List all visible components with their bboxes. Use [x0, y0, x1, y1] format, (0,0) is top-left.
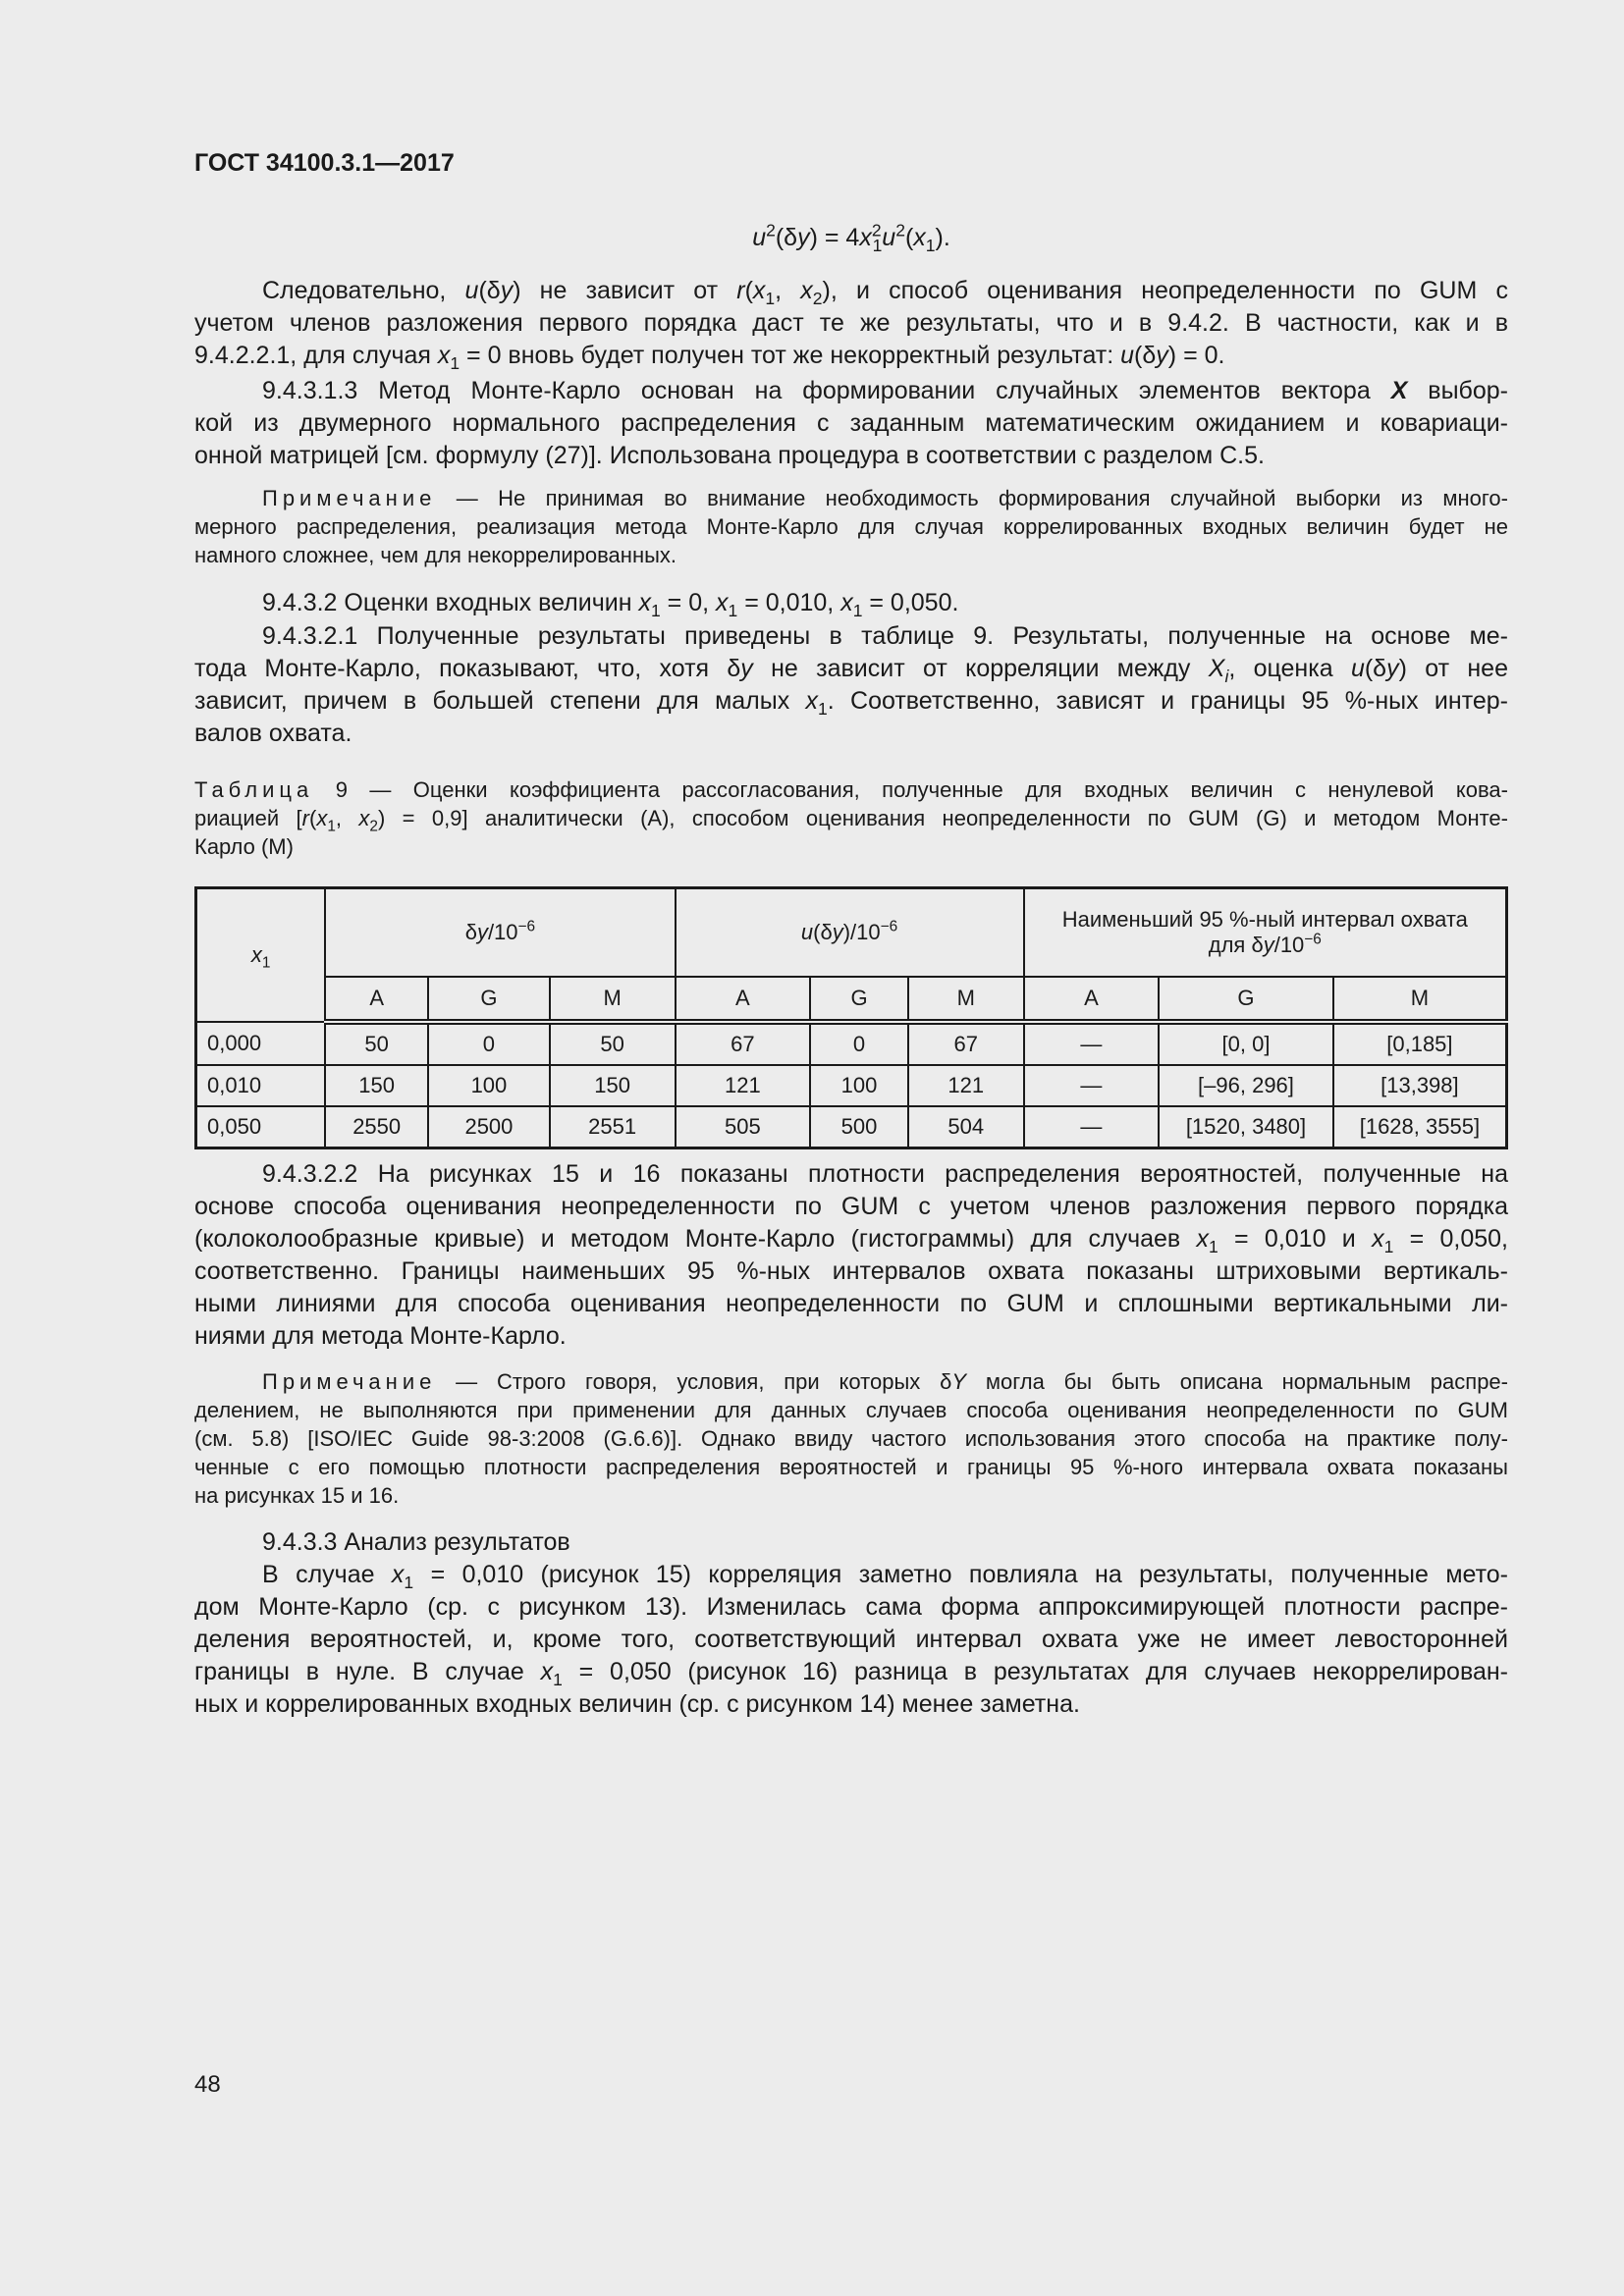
document-header: ГОСТ 34100.3.1—2017 [194, 149, 455, 177]
table-cell: 50 [325, 1022, 428, 1065]
table-cell: 505 [676, 1106, 811, 1148]
table-cell: [13,398] [1333, 1065, 1507, 1106]
group-header-coverage-interval: Наименьший 95 %-ный интервал охвата для $\delta y/10^{-6}$ [1024, 888, 1507, 978]
sub-header-cell: М [1333, 977, 1507, 1022]
table-cell: 0,010 [196, 1065, 326, 1106]
formula: $u^2(\delta y) = 4x^2_1u^2(x_1)$. [752, 220, 950, 255]
sub-header-cell: G [810, 977, 908, 1022]
sub-header-cell: М [550, 977, 676, 1022]
paragraph-9-4-3-2-1: 9.4.3.2.1 Полученные результаты приведены в таблице 9. Результаты, полученные на основе ме- тода Монте-Карло, показывают, что, хотя δy не зависит от корреляции между $X_i$, оценка u(δy) от нее зависит, причем в большей степени для малых $x_1$. Соответственно, зависят и границы 95 %-ных интер- валов охвата. [194, 622, 1508, 747]
table-cell: 500 [810, 1106, 908, 1148]
table-cell: 2551 [550, 1106, 676, 1148]
group-header-dy: $\delta y/10^{-6}$ [325, 888, 675, 978]
paragraph-consequence: Следовательно, u(δy) не зависит от $r(x_1$, $x_2$), и способ оценивания неопределенности по GUM с учетом членов разложения первого порядка даст те же результаты, что и в 9.4.2. В частности, как и в 9.4.2.2.1, для случая $x_1 = 0$ вновь будет получен тот же некорректный результат: u(δy) = 0. [194, 277, 1508, 373]
sub-header-cell: А [676, 977, 811, 1022]
table-row [196, 1065, 1507, 1106]
sub-header-cell: G [1159, 977, 1333, 1022]
paragraph-9-4-3-2-2: 9.4.3.2.2 На рисунках 15 и 16 показаны плотности распределения вероятностей, полученные на основе способа оценивания неопределенности по GUM с учетом членов разложения первого порядка (колоколообразные кривые) и методом Монте-Карло (гистограммы) для случаев $x_1 = 0,010$ и $x_1 = 0,050$, соответственно. Границы наименьших 95 %-ных интервалов охвата показаны штриховыми вертикаль- ными линиями для способа оценивания неопределенности по GUM и сплошными вертикальными ли- ниями для метода Монте-Карло. [194, 1160, 1508, 1350]
table-cell: 100 [810, 1065, 908, 1106]
paragraph-9-4-3-1-3: 9.4.3.1.3 Метод Монте-Карло основан на формировании случайных элементов вектора X выбор- кой из двумерного нормального распределения с заданным математическим ожиданием и ковариаци- онной матрицей [см. формулу (27)]. Использована процедура в соответствии с разделом С.5. [194, 377, 1509, 469]
table-cell: 121 [908, 1065, 1024, 1106]
table-cell: 150 [550, 1065, 676, 1106]
table-cell: [0, 0] [1159, 1022, 1333, 1065]
note-1: Примечание — Не принимая во внимание необходимость формирования случайной выборки из много- мерного распределения, реализация метода Монте-Карло для случая коррелированных входных величин будет не намного сложнее, чем для некоррелированных. [194, 486, 1508, 567]
sub-header-cell: М [908, 977, 1024, 1022]
table-cell: 504 [908, 1106, 1024, 1148]
paragraph-9-4-3-2: 9.4.3.2 Оценки входных величин $x_1 = 0$, $x_1 = 0,010$, $x_1 = 0,050$. [262, 589, 959, 620]
table-cell: 150 [325, 1065, 428, 1106]
table-cell: 0 [428, 1022, 550, 1065]
paragraph-9-4-3-3: 9.4.3.3 Анализ результатов [262, 1528, 570, 1556]
table-cell: 2550 [325, 1106, 428, 1148]
table-cell: — [1024, 1065, 1160, 1106]
col-header-x1: $x_1$ [196, 888, 326, 1023]
paragraph-analysis: В случае $x_1 = 0,010$ (рисунок 15) корреляция заметно повлияла на результаты, полученные мето- дом Монте-Карло (ср. с рисунком 13). Изменилась сама форма аппроксимирующей плотности распре- деления вероятностей, и, кроме того, соответствующий интервал охвата уже не имеет левосторонней границы в нуле. В случае $x_1 = 0,050$ (рисунок 16) разница в результатах для случаев некоррелирован- ных и коррелированных входных величин (ср. с рисунком 14) менее заметна. [194, 1561, 1508, 1718]
table-cell: [–96, 296] [1159, 1065, 1333, 1106]
table-cell: 0,050 [196, 1106, 326, 1148]
table-cell: 67 [676, 1022, 811, 1065]
table-cell: — [1024, 1022, 1160, 1065]
page-number: 48 [194, 2071, 221, 2098]
table-row [196, 1106, 1507, 1148]
sub-header-cell: А [1024, 977, 1160, 1022]
sub-header-cell: А [325, 977, 428, 1022]
table-cell: 100 [428, 1065, 550, 1106]
table-row [196, 1022, 1507, 1065]
table-cell: 50 [550, 1022, 676, 1065]
table-cell: — [1024, 1106, 1160, 1148]
table-9 [194, 886, 1508, 1149]
table-cell: 67 [908, 1022, 1024, 1065]
note-2: Примечание — Строго говоря, условия, при которых δY могла бы быть описана нормальным распре- делением, не выполняются при применении для данных случаев способа оценивания неопределенности по GUM (см. 5.8) [ISO/IEC Guide 98-3:2008 (G.6.6)]. Однако ввиду частого использования этого способа на практике полу- ченные с его помощью плотности распределения вероятностей и границы 95 %-ного интервала охвата показаны на рисунках 15 и 16. [194, 1369, 1508, 1508]
table-cell: 121 [676, 1065, 811, 1106]
table-cell: [1520, 3480] [1159, 1106, 1333, 1148]
sub-header-cell: G [428, 977, 550, 1022]
table-cell: 0 [810, 1022, 908, 1065]
table-cell: 2500 [428, 1106, 550, 1148]
table-caption: Таблица 9 — Оценки коэффициента рассогласования, полученные для входных величин с ненулевой кова- риацией [$r(x_1$, $x_2) = 0,9$] аналитически (А), способом оценивания неопределенности по GUM (G) и методом Монте- Карло (М) [194, 777, 1508, 859]
group-header-u-dy: $u(\delta y)/10^{-6}$ [676, 888, 1024, 978]
sub-header-row [196, 977, 1507, 1022]
table-cell: [0,185] [1333, 1022, 1507, 1065]
table-cell: 0,000 [196, 1022, 326, 1065]
table-cell: [1628, 3555] [1333, 1106, 1507, 1148]
